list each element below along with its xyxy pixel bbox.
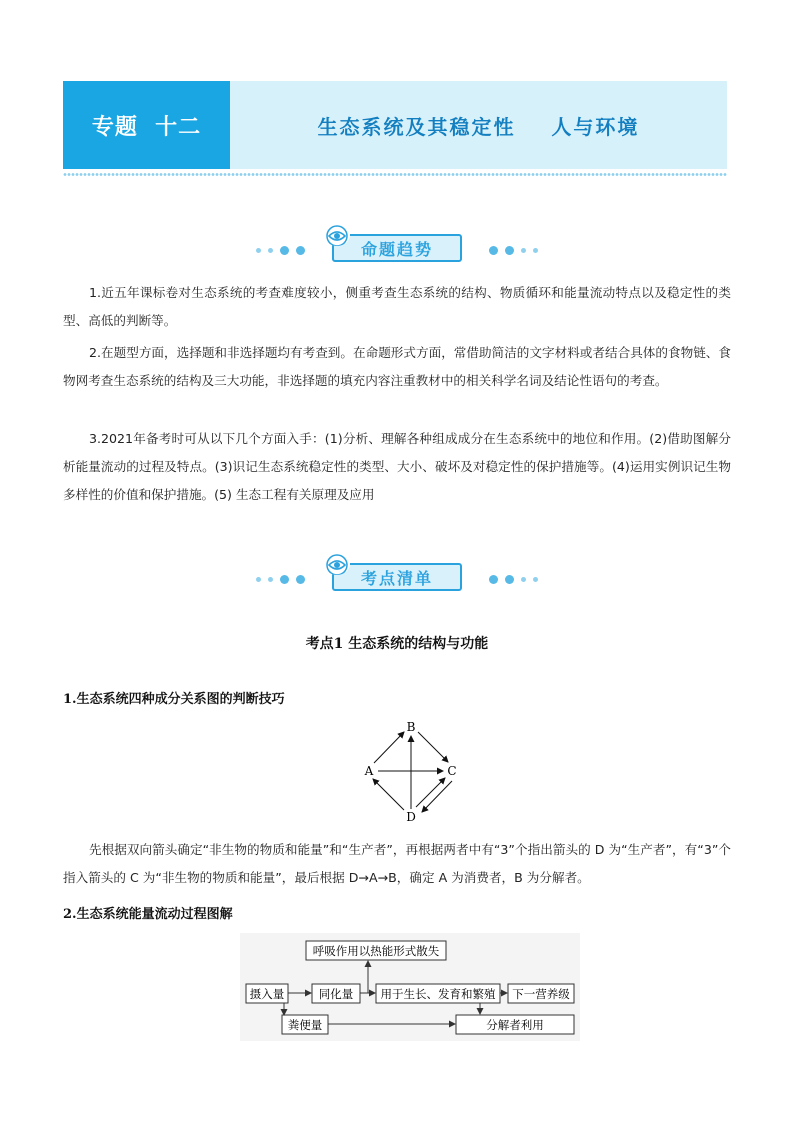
section-badge-checklist (244, 553, 550, 593)
kaodian-heading: 考点1 生态系统的结构与功能 (305, 636, 489, 652)
arrow-b-to-c (418, 732, 448, 762)
banner-dotted-divider (63, 172, 727, 177)
label-decomposer: 分解者利用 (486, 1018, 544, 1032)
trend-paragraph-1: 1.近五年课标卷对生态系统的考查难度较小，侧重考查生态系统的结构、物质循环和能量流动特点以及稳定性的类型、高低的判断等。 (63, 285, 731, 328)
node-a: A (364, 764, 374, 778)
eye-icon (324, 224, 350, 246)
eye-icon (324, 553, 350, 575)
label-respiration: 呼吸作用以热能形式散失 (312, 944, 440, 958)
section-title-trend: 命题趋势 (332, 234, 462, 262)
subheading-relationship-diagram: 1.生态系统四种成分关系图的判断技巧 (63, 692, 285, 707)
node-b: B (406, 720, 416, 734)
node-d: D (406, 810, 416, 824)
ecosystem-components-diagram (356, 713, 466, 825)
subheading-energy-flow: 2.生态系统能量流动过程图解 (63, 907, 233, 922)
arrow-d-to-a (373, 779, 404, 810)
topic-number-block (63, 81, 230, 169)
arrow-a-to-b (374, 732, 404, 763)
label-assimilation: 同化量 (318, 987, 354, 1001)
title-banner (63, 81, 727, 169)
energy-flow-diagram (240, 933, 580, 1041)
node-c: C (447, 764, 457, 778)
section-badge-trend (244, 224, 550, 264)
topic-title-block (230, 81, 727, 169)
label-growth: 用于生长、发育和繁殖 (380, 987, 496, 1001)
label-intake: 摄入量 (249, 987, 285, 1001)
diagram-explanation: 先根据双向箭头确定“非生物的物质和能量”和“生产者”，再根据两者中有“3”个指出箭头的 D 为“生产者”，有“3”个指入箭头的 C 为“非生物的物质和能量”，最后根据 D→A→B，确定 A 为消费者，B 为分解者。 (63, 842, 731, 885)
trend-paragraph-2: 2.在题型方面，选择题和非选择题均有考查到。在命题形式方面，常借助简洁的文字材料或者结合具体的食物链、食物网考查生态系统的结构及三大功能，非选择题的填充内容注重教材中的相关科学名词及结论性语句的考查。 (63, 345, 731, 388)
topic-number: 专题 十二 (91, 114, 202, 140)
label-next-level: 下一营养级 (512, 987, 570, 1001)
section-title-checklist: 考点清单 (332, 563, 462, 591)
trend-paragraph-3: 3.2021年备考时可从以下几个方面入手：(1)分析、理解各种组成成分在生态系统中的地位和作用。(2)借助图解分析能量流动的过程及特点。(3)识记生态系统稳定性的类型、大小、破坏及对稳定性的保护措施等。(4)运用实例识记生物多样性的价值和保护措施。(5) 生态工程有关原理及应用 (63, 431, 731, 502)
topic-title: 生态系统及其稳定性 人与环境 (317, 114, 640, 139)
label-feces: 粪便量 (287, 1018, 323, 1032)
